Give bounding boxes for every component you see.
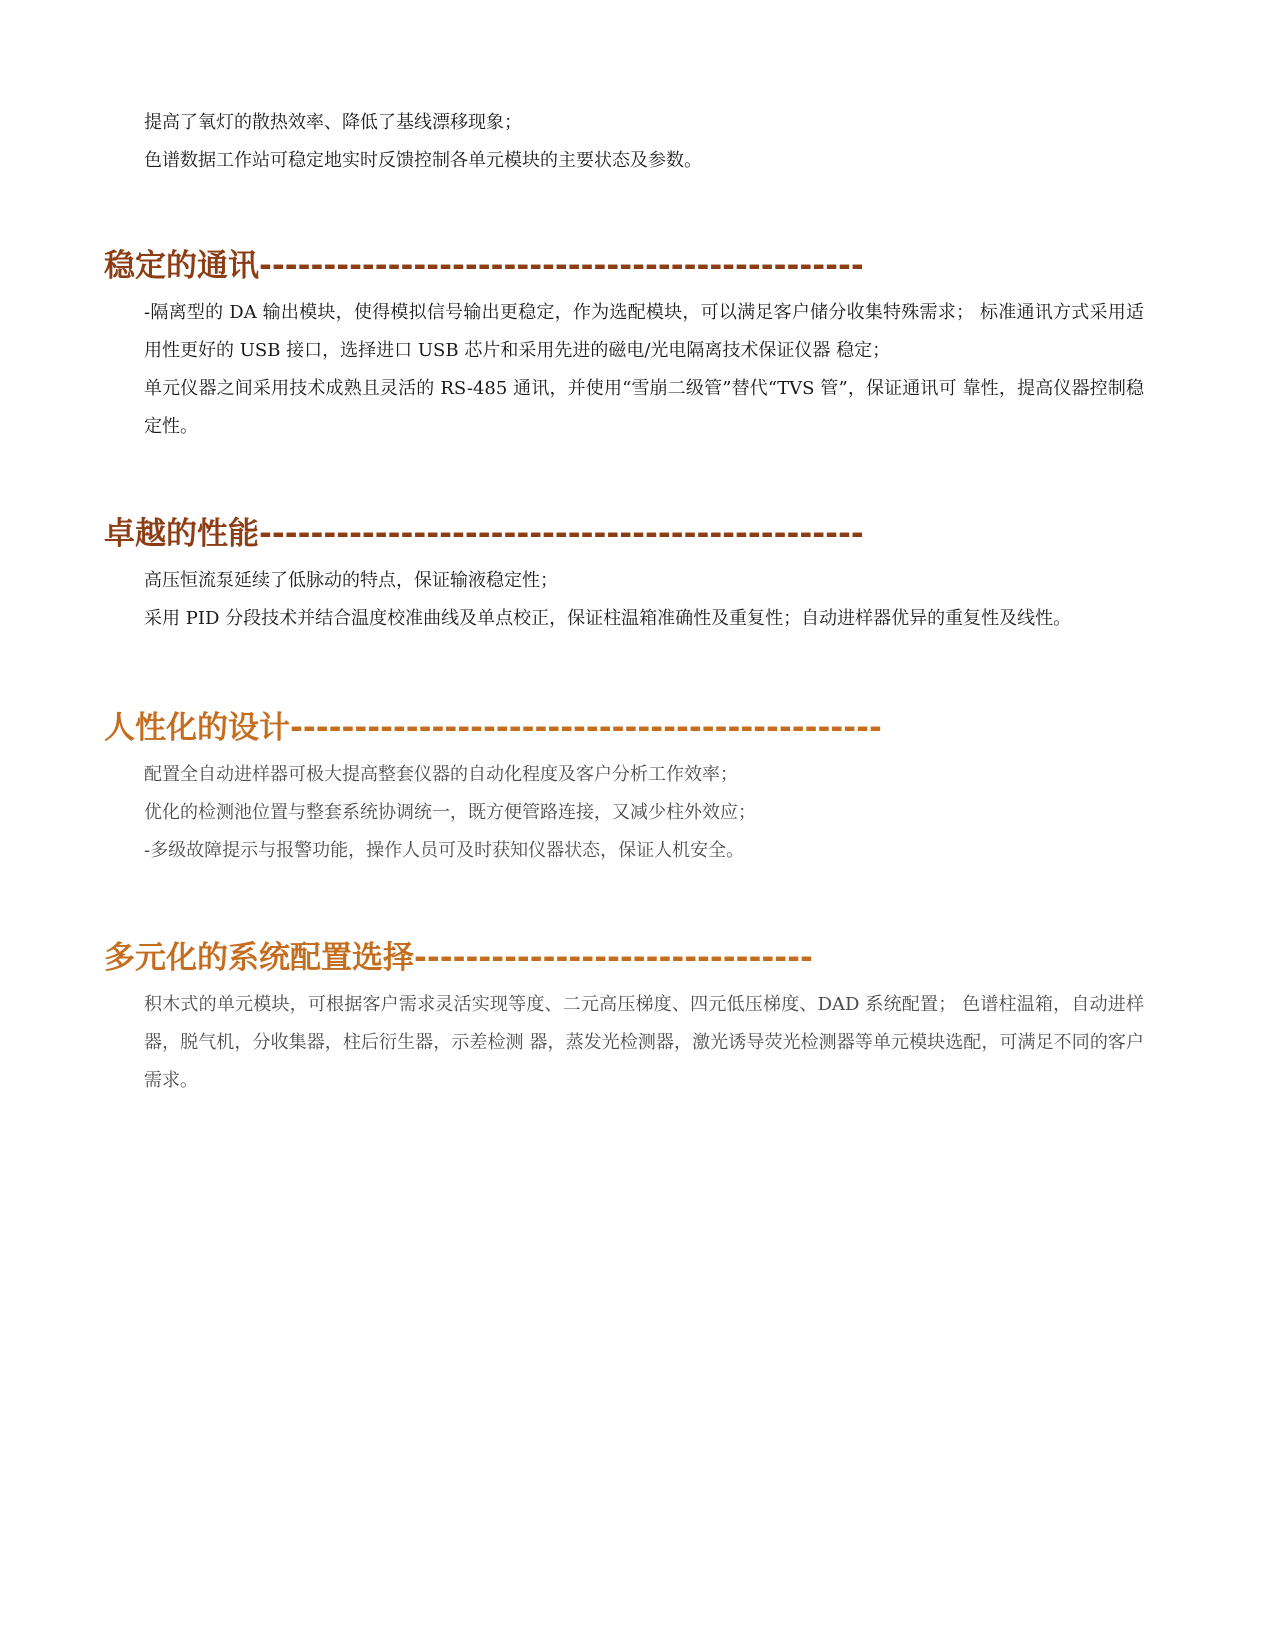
section-excellent-performance	[104, 512, 1164, 638]
section-paragraph: 优化的检测池位置与整套系统协调统一，既方便管路连接，又减少柱外效应；	[144, 802, 756, 823]
section-paragraph: 积木式的单元模块，可根据客户需求灵活实现等度、二元高压梯度、四元低压梯度、DAD 系统配置； 色谱柱温箱，自动进样器，脱气机，分收集器，柱后衍生器，示差检测 器，蒸发光检测器，激光诱导荧光检测器等单元模块选配，可满足不同的客户需求。	[144, 994, 1144, 1091]
section-stable-communication	[104, 244, 1164, 446]
section-humanized-design	[104, 706, 1164, 870]
intro-block	[144, 104, 1144, 180]
section-body	[144, 562, 1144, 638]
section-heading	[104, 936, 1164, 980]
section-dash-rule: ----------------------------------------------	[290, 710, 882, 746]
section-title: 卓越的性能	[104, 516, 259, 552]
intro-line-1: 提高了氧灯的散热效率、降低了基线漂移现象；	[144, 112, 522, 133]
section-heading	[104, 706, 1164, 750]
section-heading	[104, 512, 1164, 556]
section-paragraph: 采用 PID 分段技术并结合温度校准曲线及单点校正，保证柱温箱准确性及重复性；自动进样器优异的重复性及线性。	[144, 608, 1072, 629]
intro-line-2: 色谱数据工作站可稳定地实时反馈控制各单元模块的主要状态及参数。	[144, 150, 702, 171]
section-dash-rule: -------------------------------	[414, 940, 813, 976]
section-body	[144, 756, 1144, 870]
section-body	[144, 294, 1144, 446]
section-heading	[104, 244, 1164, 288]
section-dash-rule: -----------------------------------------------	[259, 516, 864, 552]
section-paragraph: -多级故障提示与报警功能，操作人员可及时获知仪器状态，保证人机安全。	[144, 840, 745, 861]
section-title: 多元化的系统配置选择	[104, 940, 414, 976]
section-body	[144, 986, 1144, 1100]
section-title: 稳定的通讯	[104, 248, 259, 284]
section-paragraph: 配置全自动进样器可极大提高整套仪器的自动化程度及客户分析工作效率；	[144, 764, 738, 785]
section-paragraph: -隔离型的 DA 输出模块，使得模拟信号输出更稳定，作为选配模块，可以满足客户储分收集特殊需求； 标准通讯方式采用适用性更好的 USB 接口，选择进口 USB 芯片和采用先进的磁电/光电隔离技术保证仪器 稳定；	[144, 302, 1144, 361]
section-paragraph: 单元仪器之间采用技术成熟且灵活的 RS-485 通讯，并使用“雪崩二级管”替代“TVS 管”，保证通讯可 靠性，提高仪器控制稳定性。	[144, 378, 1144, 437]
section-diversified-configuration	[104, 936, 1164, 1100]
section-dash-rule: -----------------------------------------------	[259, 248, 864, 284]
section-paragraph: 高压恒流泵延续了低脉动的特点，保证输液稳定性；	[144, 570, 558, 591]
section-title: 人性化的设计	[104, 710, 290, 746]
